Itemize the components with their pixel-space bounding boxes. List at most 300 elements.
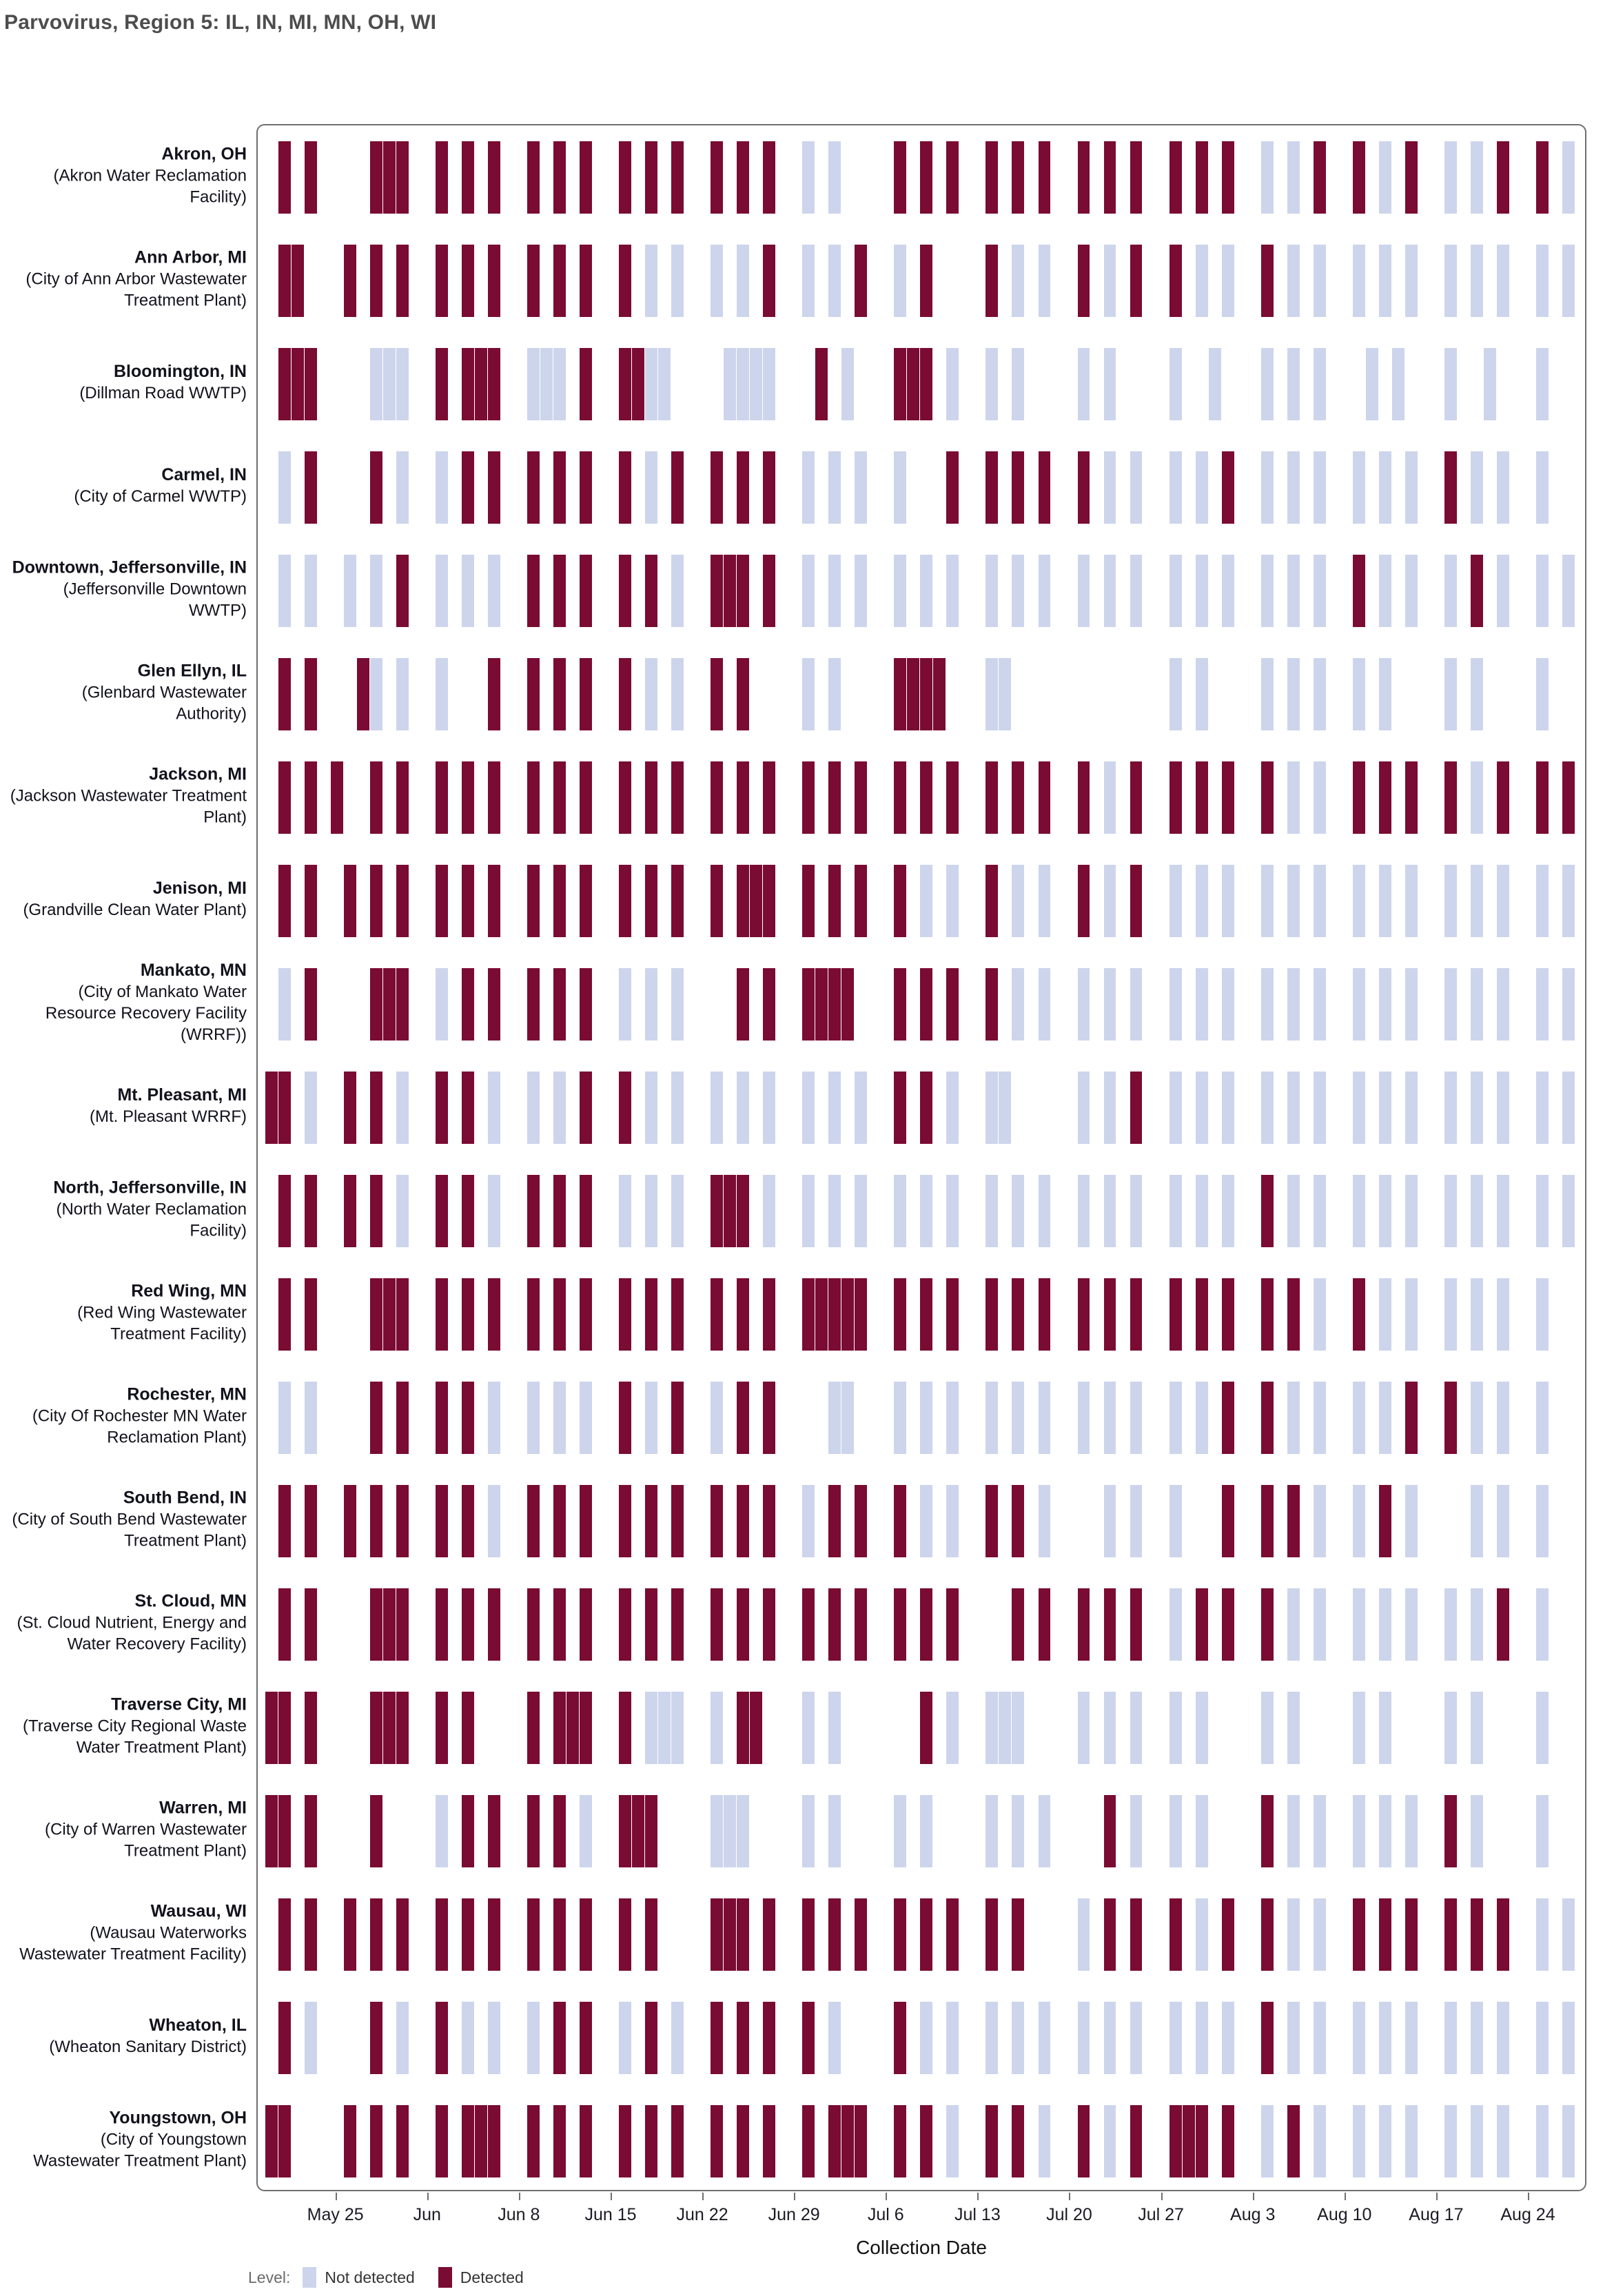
tile-not-detected xyxy=(1497,1278,1509,1351)
tile-detected xyxy=(894,865,906,937)
tile-not-detected xyxy=(305,1382,317,1454)
legend-title: Level: xyxy=(248,2268,291,2286)
tile-detected xyxy=(619,2105,631,2177)
tile-not-detected xyxy=(946,2105,959,2177)
tile-not-detected xyxy=(1196,245,1208,317)
tile-detected xyxy=(907,348,919,420)
tile-detected xyxy=(1222,761,1234,834)
tile-detected xyxy=(1444,1795,1457,1867)
tile-not-detected xyxy=(553,1382,566,1454)
tile-detected xyxy=(278,1898,291,1971)
tile-detected xyxy=(737,968,749,1041)
tile-detected xyxy=(1353,555,1365,627)
tile-detected xyxy=(488,1278,500,1351)
tile-detected xyxy=(383,141,396,214)
tile-not-detected xyxy=(1314,555,1326,627)
row-label-facility: (City of Warren Wastewater Treatment Plant) xyxy=(45,1820,247,1861)
tile-detected xyxy=(985,451,998,524)
tile-detected xyxy=(1012,761,1024,834)
tile-detected xyxy=(1039,451,1051,524)
tile-detected xyxy=(1183,2105,1195,2177)
tile-not-detected xyxy=(1471,1588,1483,1661)
tile-detected xyxy=(985,1485,998,1557)
row-label-city: Mankato, MN xyxy=(140,961,247,980)
tile-detected xyxy=(711,1175,723,1247)
tile-detected xyxy=(1078,451,1090,524)
tile-not-detected xyxy=(396,1072,409,1144)
tile-not-detected xyxy=(1444,1278,1457,1351)
tile-detected xyxy=(1261,761,1274,834)
tile-detected xyxy=(1222,2105,1234,2177)
tile-detected xyxy=(396,1278,409,1351)
tile-detected xyxy=(553,245,566,317)
tile-detected xyxy=(828,968,841,1041)
tile-not-detected xyxy=(1314,1485,1326,1557)
tile-detected xyxy=(724,555,736,627)
tile-detected xyxy=(711,761,723,834)
tile-detected xyxy=(985,1278,998,1351)
tile-detected xyxy=(855,1898,867,1971)
tile-detected xyxy=(828,1588,841,1661)
legend-swatch-not-detected xyxy=(303,2267,316,2288)
tile-detected xyxy=(527,1795,540,1867)
tile-not-detected xyxy=(1222,1072,1234,1144)
legend xyxy=(248,2267,547,2288)
x-tick-label: Aug 10 xyxy=(1317,2205,1372,2224)
row-label-facility: (City of Carmel WWTP) xyxy=(74,487,247,506)
tile-detected xyxy=(462,1175,474,1247)
tile-not-detected xyxy=(763,348,775,420)
tile-not-detected xyxy=(841,1382,854,1454)
tile-not-detected xyxy=(1261,968,1274,1041)
tile-not-detected xyxy=(920,1175,932,1247)
tile-detected xyxy=(370,451,382,524)
row-label-city: Glen Ellyn, IL xyxy=(137,661,247,681)
tile-not-detected xyxy=(999,658,1011,730)
x-tick-mark xyxy=(1436,2193,1438,2200)
row-label-city: South Bend, IN xyxy=(123,1488,247,1508)
tile-detected xyxy=(278,1278,291,1351)
row-label xyxy=(10,1178,247,1242)
tile-detected xyxy=(436,1898,448,1971)
tile-detected xyxy=(580,1898,592,1971)
row-label-city: Warren, MI xyxy=(159,1798,247,1818)
tile-not-detected xyxy=(894,1795,906,1867)
tile-detected xyxy=(553,2105,566,2177)
tile-detected xyxy=(763,451,775,524)
tile-detected xyxy=(488,761,500,834)
tile-detected xyxy=(1222,1898,1234,1971)
row-label-facility: (Akron Water Reclamation Facility) xyxy=(53,166,247,207)
tile-not-detected xyxy=(1287,1072,1300,1144)
tile-detected xyxy=(985,2105,998,2177)
tile-not-detected xyxy=(1405,245,1418,317)
tile-not-detected xyxy=(1196,1382,1208,1454)
tile-not-detected xyxy=(540,348,553,420)
tile-detected xyxy=(370,245,382,317)
tile-detected xyxy=(344,1898,356,1971)
tile-not-detected xyxy=(1314,658,1326,730)
tile-not-detected xyxy=(658,1692,671,1764)
tile-not-detected xyxy=(802,245,815,317)
row-label-facility: (Glenbard Wastewater Authority) xyxy=(81,683,247,724)
tile-detected xyxy=(580,555,592,627)
tile-detected xyxy=(1444,1898,1457,1971)
tile-not-detected xyxy=(383,348,396,420)
tile-detected xyxy=(802,1278,815,1351)
row-label-facility: (Jackson Wastewater Treatment Plant) xyxy=(10,786,247,827)
tile-not-detected xyxy=(999,1072,1011,1144)
tile-detected xyxy=(396,1588,409,1661)
tile-not-detected xyxy=(711,1382,723,1454)
tile-detected xyxy=(488,1898,500,1971)
tile-detected xyxy=(370,968,382,1041)
tile-detected xyxy=(1405,1382,1418,1454)
tile-detected xyxy=(396,555,409,627)
tile-not-detected xyxy=(1497,1382,1509,1454)
row-label xyxy=(10,1488,247,1552)
tile-not-detected xyxy=(396,1175,409,1247)
row-label xyxy=(10,2015,247,2058)
row-label xyxy=(10,661,247,725)
tile-detected xyxy=(383,1278,396,1351)
tile-not-detected xyxy=(1471,1278,1483,1351)
x-tick-mark xyxy=(611,2193,612,2200)
tile-not-detected xyxy=(436,555,448,627)
tile-detected xyxy=(1169,1278,1182,1351)
tile-not-detected xyxy=(305,1072,317,1144)
tile-not-detected xyxy=(1444,2105,1457,2177)
tile-detected xyxy=(1353,1898,1365,1971)
tile-not-detected xyxy=(1261,451,1274,524)
tile-not-detected xyxy=(828,1382,841,1454)
tile-not-detected xyxy=(1287,245,1300,317)
tile-detected xyxy=(841,1278,854,1351)
tile-not-detected xyxy=(1314,1898,1326,1971)
tile-not-detected xyxy=(1078,1072,1090,1144)
tile-detected xyxy=(855,1588,867,1661)
tile-detected xyxy=(828,1898,841,1971)
tile-not-detected xyxy=(1379,1382,1391,1454)
tile-not-detected xyxy=(278,968,291,1041)
tile-detected xyxy=(488,141,500,214)
tile-not-detected xyxy=(828,2002,841,2074)
tile-not-detected xyxy=(1169,1382,1182,1454)
tile-detected xyxy=(553,451,566,524)
tile-detected xyxy=(305,451,317,524)
tile-detected xyxy=(580,451,592,524)
tile-detected xyxy=(619,761,631,834)
tile-not-detected xyxy=(1261,555,1274,627)
x-tick-mark xyxy=(1253,2193,1254,2200)
x-tick-label: Aug 3 xyxy=(1230,2205,1276,2224)
tile-detected xyxy=(737,2002,749,2074)
tile-not-detected xyxy=(1562,1072,1575,1144)
tile-not-detected xyxy=(1104,2002,1116,2074)
tile-detected xyxy=(305,865,317,937)
tile-detected xyxy=(619,1485,631,1557)
tile-detected xyxy=(436,1175,448,1247)
tile-detected xyxy=(1379,1898,1391,1971)
tile-detected xyxy=(894,2105,906,2177)
tile-not-detected xyxy=(1078,1175,1090,1247)
tile-detected xyxy=(553,761,566,834)
tile-not-detected xyxy=(619,968,631,1041)
row-label xyxy=(10,1901,247,1965)
tile-not-detected xyxy=(1314,865,1326,937)
tile-not-detected xyxy=(1314,348,1326,420)
tile-not-detected xyxy=(737,1072,749,1144)
tile-detected xyxy=(527,2105,540,2177)
tile-detected xyxy=(737,658,749,730)
tile-not-detected xyxy=(1444,141,1457,214)
tile-not-detected xyxy=(1497,1072,1509,1144)
row-label xyxy=(10,361,247,404)
tile-detected xyxy=(711,1588,723,1661)
tile-detected xyxy=(1536,141,1549,214)
tile-not-detected xyxy=(894,451,906,524)
tile-detected xyxy=(396,1485,409,1557)
tile-not-detected xyxy=(841,348,854,420)
tile-not-detected xyxy=(1078,555,1090,627)
tile-detected xyxy=(553,555,566,627)
tile-not-detected xyxy=(1287,1692,1300,1764)
tile-not-detected xyxy=(1169,348,1182,420)
x-tick-mark xyxy=(519,2193,520,2200)
tile-not-detected xyxy=(1353,1382,1365,1454)
tile-not-detected xyxy=(1287,1588,1300,1661)
legend-item-label: Detected xyxy=(460,2268,524,2286)
tile-detected xyxy=(580,865,592,937)
tile-detected xyxy=(305,658,317,730)
tile-not-detected xyxy=(396,658,409,730)
tile-not-detected xyxy=(1353,451,1365,524)
tile-detected xyxy=(278,761,291,834)
tile-not-detected xyxy=(828,1072,841,1144)
tile-detected xyxy=(802,761,815,834)
tile-detected xyxy=(711,555,723,627)
tile-not-detected xyxy=(1169,1485,1182,1557)
tile-not-detected xyxy=(1261,1692,1274,1764)
tile-not-detected xyxy=(1169,555,1182,627)
row-label-city: Mt. Pleasant, MI xyxy=(117,1085,247,1105)
tile-detected xyxy=(750,865,762,937)
tile-not-detected xyxy=(1287,1795,1300,1867)
tile-detected xyxy=(671,1485,684,1557)
tile-detected xyxy=(305,348,317,420)
tile-not-detected xyxy=(1353,1072,1365,1144)
tile-detected xyxy=(1444,1382,1457,1454)
tile-detected xyxy=(619,1072,631,1144)
tile-detected xyxy=(802,865,815,937)
tile-not-detected xyxy=(370,658,382,730)
tile-not-detected xyxy=(1222,245,1234,317)
x-tick-label: Aug 17 xyxy=(1409,2205,1464,2224)
tile-not-detected xyxy=(1379,245,1391,317)
tile-detected xyxy=(1078,2105,1090,2177)
tile-not-detected xyxy=(985,1382,998,1454)
tile-not-detected xyxy=(828,1175,841,1247)
tile-not-detected xyxy=(1562,865,1575,937)
row-label-city: Red Wing, MN xyxy=(131,1281,247,1301)
tile-not-detected xyxy=(436,968,448,1041)
row-label xyxy=(10,1694,247,1759)
tile-detected xyxy=(1104,141,1116,214)
x-tick-mark xyxy=(1069,2193,1070,2200)
tile-detected xyxy=(920,1692,932,1764)
tile-not-detected xyxy=(946,865,959,937)
tile-detected xyxy=(1169,1898,1182,1971)
tile-detected xyxy=(553,865,566,937)
tile-detected xyxy=(462,1278,474,1351)
tile-not-detected xyxy=(802,1485,815,1557)
tile-detected xyxy=(737,1485,749,1557)
tile-not-detected xyxy=(1222,2002,1234,2074)
tile-not-detected xyxy=(1353,1175,1365,1247)
tile-detected xyxy=(462,245,474,317)
tile-not-detected xyxy=(436,1795,448,1867)
tile-not-detected xyxy=(946,1175,959,1247)
tile-detected xyxy=(855,761,867,834)
tile-not-detected xyxy=(894,1175,906,1247)
tile-not-detected xyxy=(1536,2105,1549,2177)
tile-not-detected xyxy=(1078,2002,1090,2074)
tile-detected xyxy=(828,1278,841,1351)
tile-detected xyxy=(815,968,828,1041)
tile-detected xyxy=(370,1485,382,1557)
tile-detected xyxy=(370,1795,382,1867)
tile-detected xyxy=(933,658,946,730)
tile-detected xyxy=(619,1898,631,1971)
tile-not-detected xyxy=(1287,348,1300,420)
tile-detected xyxy=(305,1795,317,1867)
tile-detected xyxy=(645,1795,657,1867)
tile-not-detected xyxy=(1353,2105,1365,2177)
tile-detected xyxy=(475,2105,487,2177)
row-label-city: Wheaton, IL xyxy=(149,2016,247,2035)
tile-detected xyxy=(344,1175,356,1247)
tile-not-detected xyxy=(737,348,749,420)
tile-detected xyxy=(920,968,932,1041)
tile-detected xyxy=(619,245,631,317)
tile-not-detected xyxy=(1353,1795,1365,1867)
tile-detected xyxy=(553,2002,566,2074)
tile-not-detected xyxy=(527,348,540,420)
tile-not-detected xyxy=(488,1485,500,1557)
tile-not-detected xyxy=(1497,555,1509,627)
tile-detected xyxy=(619,555,631,627)
row-label xyxy=(10,878,247,921)
tile-detected xyxy=(1169,761,1182,834)
tile-not-detected xyxy=(1287,2002,1300,2074)
legend-swatch-detected xyxy=(438,2267,452,2288)
plot-area xyxy=(256,124,1586,2191)
tile-not-detected xyxy=(1261,1072,1274,1144)
tile-detected xyxy=(462,451,474,524)
tile-detected xyxy=(671,761,684,834)
tile-not-detected xyxy=(763,1072,775,1144)
tile-not-detected xyxy=(671,658,684,730)
tile-not-detected xyxy=(1405,865,1418,937)
tile-not-detected xyxy=(1222,1175,1234,1247)
tile-not-detected xyxy=(1379,1588,1391,1661)
row-label xyxy=(10,1591,247,1655)
tile-not-detected xyxy=(920,1382,932,1454)
tile-detected xyxy=(1405,761,1418,834)
tile-not-detected xyxy=(1405,451,1418,524)
tile-not-detected xyxy=(671,555,684,627)
tile-detected xyxy=(737,1278,749,1351)
tile-not-detected xyxy=(1536,865,1549,937)
tile-not-detected xyxy=(1169,1072,1182,1144)
tile-detected xyxy=(894,761,906,834)
tile-detected xyxy=(580,2002,592,2074)
tile-detected xyxy=(462,1795,474,1867)
tile-detected xyxy=(920,348,932,420)
tile-not-detected xyxy=(1444,348,1457,420)
row-label-facility: (St. Cloud Nutrient, Energy and Water Recovery Facility) xyxy=(17,1613,247,1654)
tile-not-detected xyxy=(1314,1072,1326,1144)
row-label-facility: (Traverse City Regional Waste Water Treatment Plant) xyxy=(23,1716,247,1757)
tile-detected xyxy=(1012,141,1024,214)
tile-detected xyxy=(1039,141,1051,214)
tile-detected xyxy=(305,1898,317,1971)
tile-not-detected xyxy=(1169,1588,1182,1661)
x-tick-label: Jun 15 xyxy=(584,2205,637,2224)
tile-not-detected xyxy=(658,348,671,420)
tile-not-detected xyxy=(1366,348,1378,420)
tile-detected xyxy=(1130,761,1143,834)
tile-not-detected xyxy=(737,245,749,317)
tile-detected xyxy=(1222,1278,1234,1351)
tile-not-detected xyxy=(1130,555,1143,627)
tile-not-detected xyxy=(802,1072,815,1144)
tile-not-detected xyxy=(1039,1175,1051,1247)
tile-detected xyxy=(462,1485,474,1557)
tile-not-detected xyxy=(1012,2002,1024,2074)
tile-detected xyxy=(462,968,474,1041)
tile-not-detected xyxy=(671,1175,684,1247)
tile-detected xyxy=(1353,1278,1365,1351)
tile-not-detected xyxy=(1169,865,1182,937)
tile-not-detected xyxy=(1169,658,1182,730)
page-title: Parvovirus, Region 5: IL, IN, MI, MN, OH, WI xyxy=(4,11,437,34)
tile-not-detected xyxy=(737,1795,749,1867)
tile-detected xyxy=(645,1588,657,1661)
tile-not-detected xyxy=(1379,1278,1391,1351)
tile-not-detected xyxy=(1287,865,1300,937)
tile-not-detected xyxy=(1497,1485,1509,1557)
tile-detected xyxy=(946,451,959,524)
tile-not-detected xyxy=(1039,968,1051,1041)
tile-not-detected xyxy=(946,1382,959,1454)
tile-detected xyxy=(1169,2105,1182,2177)
tile-detected xyxy=(828,865,841,937)
tile-not-detected xyxy=(1471,658,1483,730)
tile-detected xyxy=(344,865,356,937)
tile-not-detected xyxy=(985,1072,998,1144)
tile-not-detected xyxy=(802,1692,815,1764)
tile-not-detected xyxy=(1379,1692,1391,1764)
tile-not-detected xyxy=(1287,1898,1300,1971)
tile-detected xyxy=(462,2105,474,2177)
tile-not-detected xyxy=(553,1072,566,1144)
tile-not-detected xyxy=(488,1175,500,1247)
tile-detected xyxy=(671,2105,684,2177)
tile-not-detected xyxy=(1471,1382,1483,1454)
tile-not-detected xyxy=(1562,555,1575,627)
tile-detected xyxy=(1012,1898,1024,1971)
